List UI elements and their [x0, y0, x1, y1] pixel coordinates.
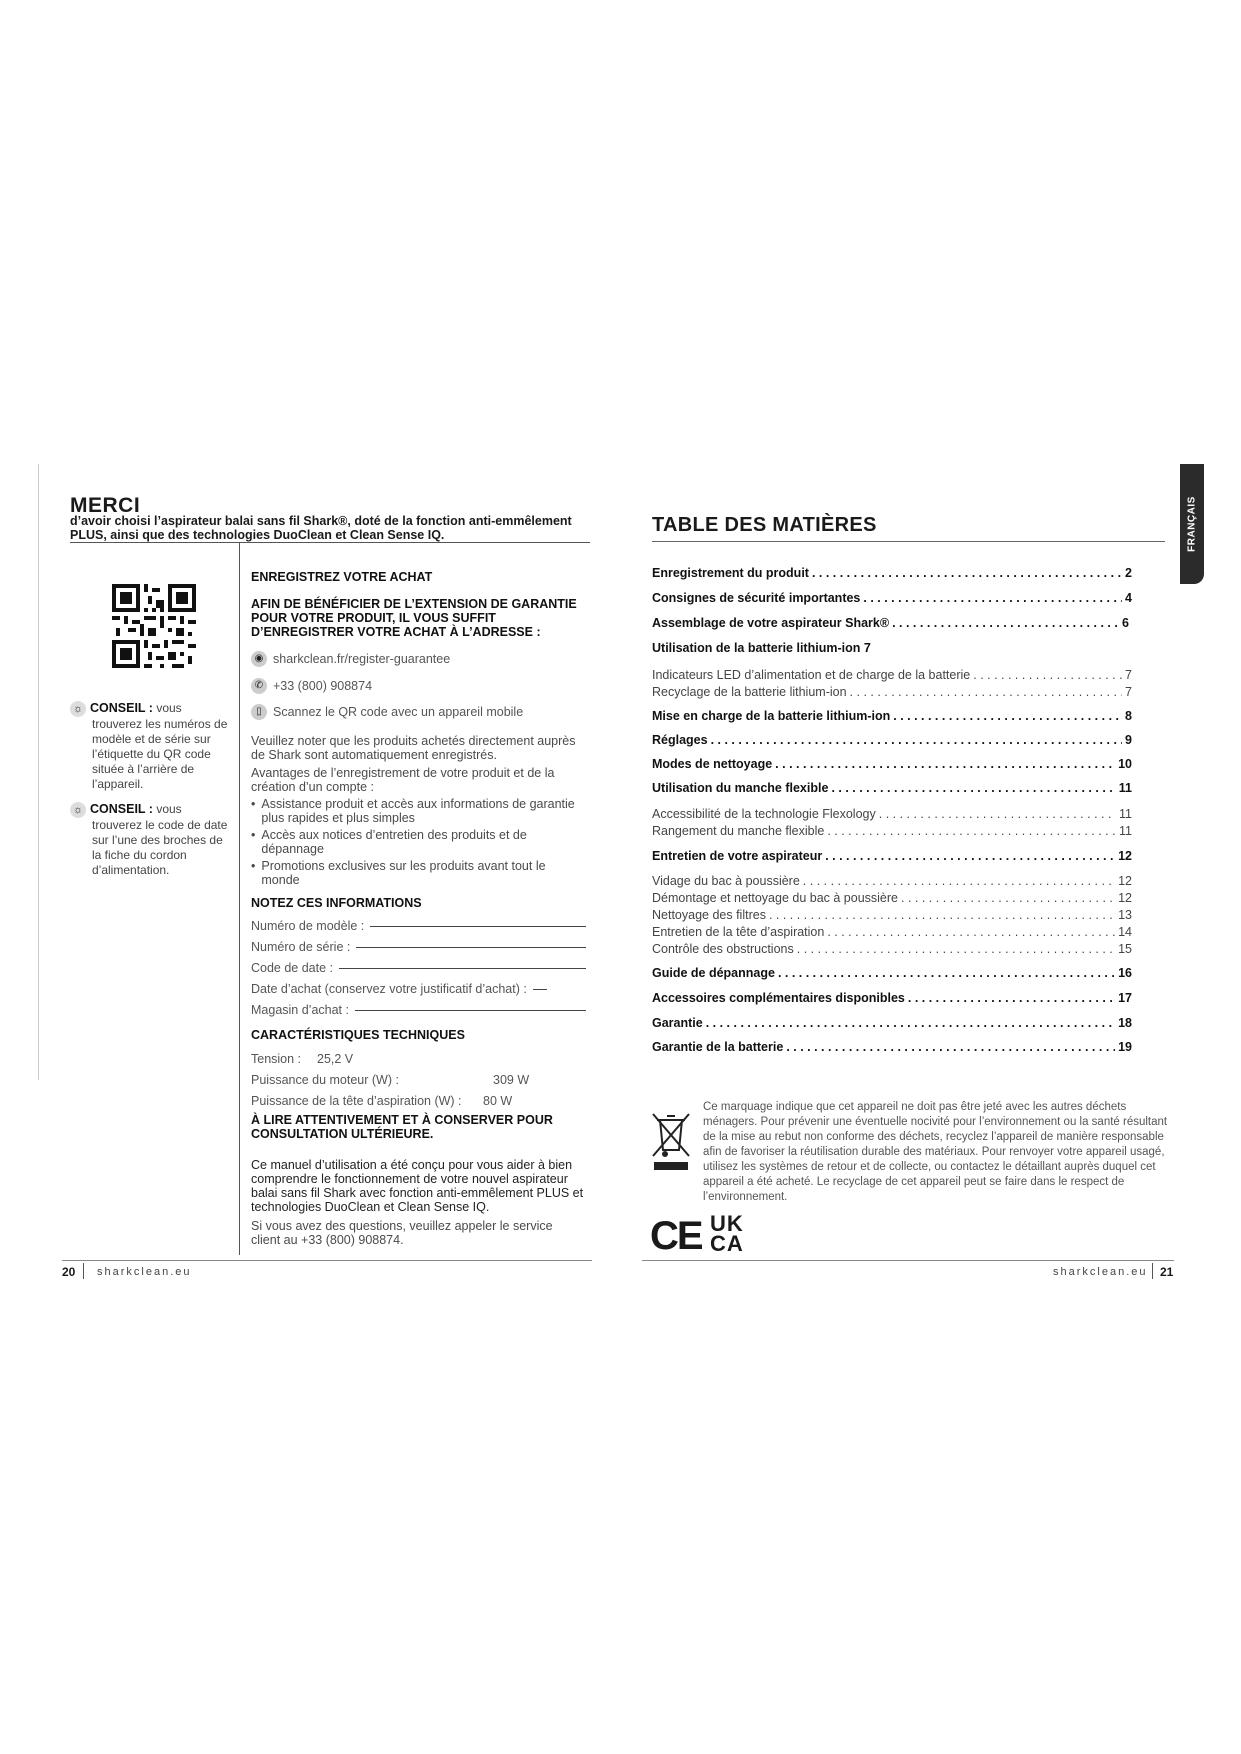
phone-icon: ✆: [251, 678, 267, 694]
ce-mark: CE: [650, 1214, 702, 1258]
benefits-intro: Avantages de l’enregistrement de votre produit et de la création d’un compte :: [251, 766, 555, 794]
spec-row: Puissance du moteur (W) : 309 W: [251, 1073, 530, 1087]
register-note: Veuillez noter que les produits achetés directement auprès de Shark sont automatiquement enregistrés.: [251, 734, 576, 762]
read-para: Ce manuel d’utilisation a été conçu pour vous aider à bien comprendre le fonctionnement de votre nouvel aspirateur balai sans fil Shark avec fonction anti-emmêlement PLUS et technologies DuoClean et Clean Sense IQ.: [251, 1158, 584, 1214]
toc-divider: [652, 541, 1165, 542]
register-phone-row[interactable]: [251, 678, 591, 694]
mouse-icon: ◉: [251, 651, 267, 667]
footer-site[interactable]: sharkclean.eu: [97, 1266, 192, 1278]
lightbulb-icon: ☼: [70, 802, 86, 818]
toc-entry[interactable]: Nettoyage des filtres . . . 13: [652, 908, 1132, 925]
benefits-list: [251, 797, 581, 887]
toc-entry[interactable]: Utilisation du manche flexible . . . 11: [652, 781, 1132, 807]
register-heading: ENREGISTREZ VOTRE ACHAT: [251, 570, 433, 584]
toc-entry[interactable]: Garantie . . . 18: [652, 1016, 1132, 1040]
page-subtitle: d’avoir choisi l’aspirateur balai sans fil Shark®, doté de la fonction anti-emmêlement PLUS, ainsi que des technologies DuoClean et Clean Sense IQ.: [70, 514, 572, 542]
list-item: • Promotions exclusives sur les produits avant tout le monde: [251, 859, 546, 887]
toc-entry[interactable]: Consignes de sécurité importantes . . . 4: [652, 591, 1132, 616]
purchase-date-field[interactable]: Date d’achat (conservez votre justificatif d’achat) :: [251, 979, 586, 1000]
spec-row: Puissance de la tête d’aspiration (W) : 80 W: [251, 1094, 513, 1108]
toc-entry[interactable]: Vidage du bac à poussière . . . 12: [652, 874, 1132, 891]
footer-rule: [62, 1260, 592, 1261]
tip-model-serial: ☼ CONSEIL : vous trouverez les numéros de modèle et de série sur l’étiquette du QR code située à l’arrière de l’appareil.: [70, 701, 232, 792]
footer-separator: [1152, 1263, 1153, 1279]
toc-list: [652, 566, 1132, 1064]
toc-entry[interactable]: Contrôle des obstructions . . . 15: [652, 942, 1132, 966]
lightbulb-icon: ☼: [70, 701, 86, 717]
register-scan-row: [251, 704, 591, 720]
toc-entry[interactable]: Recyclage de la batterie lithium-ion . . . 7: [652, 685, 1132, 709]
date-code-field[interactable]: Code de date :: [251, 958, 586, 979]
left-margin-rule: [38, 464, 39, 1080]
info-fields: [251, 916, 586, 1021]
specs-table: [251, 1049, 581, 1112]
info-heading: NOTEZ CES INFORMATIONS: [251, 896, 422, 910]
page-title: MERCI: [70, 494, 141, 517]
language-tab[interactable]: FRANÇAIS: [1180, 464, 1204, 584]
toc-entry[interactable]: Mise en charge de la batterie lithium-ion . . . 8: [652, 709, 1132, 733]
register-phone[interactable]: +33 (800) 908874: [273, 679, 373, 693]
toc-entry[interactable]: Entretien de la tête d’aspiration . . . 14: [652, 925, 1132, 942]
footer-separator: [83, 1263, 84, 1279]
ukca-mark: UK CA: [710, 1211, 744, 1256]
register-url[interactable]: sharkclean.fr/register-guarantee: [273, 652, 451, 666]
toc-entry[interactable]: Démontage et nettoyage du bac à poussière . . . 12: [652, 891, 1132, 908]
toc-entry[interactable]: Modes de nettoyage . . . 10: [652, 757, 1132, 781]
read-support: Si vous avez des questions, veuillez appeler le service client au +33 (800) 908874.: [251, 1219, 553, 1247]
toc-entry[interactable]: Réglages . . . 9: [652, 733, 1132, 757]
page-number: 20: [62, 1265, 76, 1279]
toc-entry[interactable]: Indicateurs LED d’alimentation et de charge de la batterie . . . 7: [652, 668, 1132, 685]
serial-number-field[interactable]: Numéro de série :: [251, 937, 586, 958]
toc-entry[interactable]: Garantie de la batterie . . . 19: [652, 1040, 1132, 1064]
specs-heading: CARACTÉRISTIQUES TECHNIQUES: [251, 1028, 465, 1042]
register-url-row[interactable]: [251, 651, 591, 667]
toc-title: TABLE DES MATIÈRES: [652, 514, 877, 536]
mobile-phone-icon: ▯: [251, 704, 267, 720]
toc-entry[interactable]: Guide de dépannage . . . 16: [652, 966, 1132, 991]
list-item: • Assistance produit et accès aux informations de garantie plus rapides et plus simples: [251, 797, 575, 825]
qr-code: [112, 584, 196, 668]
toc-entry[interactable]: Utilisation de la batterie lithium-ion 7: [652, 641, 871, 655]
toc-entry[interactable]: Rangement du manche flexible . . . 11: [652, 824, 1132, 849]
toc-entry[interactable]: Entretien de votre aspirateur . . . 12: [652, 849, 1132, 874]
toc-entry[interactable]: Enregistrement du produit . . . 2: [652, 566, 1132, 591]
title-divider: [70, 542, 590, 543]
list-item: • Accès aux notices d’entretien des produits et de dépannage: [251, 828, 527, 856]
toc-entry[interactable]: Accessoires complémentaires disponibles . . . 17: [652, 991, 1132, 1016]
register-subheading: AFIN DE BÉNÉFICIER DE L’EXTENSION DE GARANTIE POUR VOTRE PRODUIT, IL VOUS SUFFIT D’ENREGISTRER VOTRE ACHAT À L’ADRESSE :: [251, 597, 577, 639]
read-heading: À LIRE ATTENTIVEMENT ET À CONSERVER POUR CONSULTATION ULTÉRIEURE.: [251, 1113, 553, 1141]
column-divider: [239, 542, 240, 1255]
footer-site[interactable]: sharkclean.eu: [1053, 1266, 1148, 1278]
crossed-bin-icon: [650, 1110, 692, 1172]
tip-date-code: ☼ CONSEIL : vous trouverez le code de date sur l’une des broches de la fiche du cordon d’alimentation.: [70, 802, 232, 878]
toc-entry[interactable]: Assemblage de votre aspirateur Shark® . . . 6: [652, 616, 1129, 641]
register-scan: Scannez le QR code avec un appareil mobile: [273, 705, 524, 719]
model-number-field[interactable]: Numéro de modèle :: [251, 916, 586, 937]
footer-rule: [642, 1260, 1174, 1261]
toc-entry[interactable]: Accessibilité de la technologie Flexology . . . 11: [652, 807, 1132, 824]
page-number: 21: [1160, 1265, 1174, 1279]
weee-notice: Ce marquage indique que cet appareil ne doit pas être jeté avec les autres déchets ménagers. Pour prévenir une éventuelle nocivité pour l’environnement ou la santé résultant de la mise au rebut non conforme des déchets, recyclez l’appareil de manière responsable afin de favoriser la réutilisation durable des matériaux. Pour renvoyer votre appareil usagé, utilisez les systèmes de retour et de collecte, ou contactez le détaillant auprès duquel cet appareil a été acheté. Le recyclage de cet appareil peut se faire dans le respect de l’environnement.: [703, 1101, 1168, 1203]
store-field[interactable]: Magasin d’achat :: [251, 1000, 586, 1021]
spec-row: Tension : 25,2 V: [251, 1052, 354, 1066]
